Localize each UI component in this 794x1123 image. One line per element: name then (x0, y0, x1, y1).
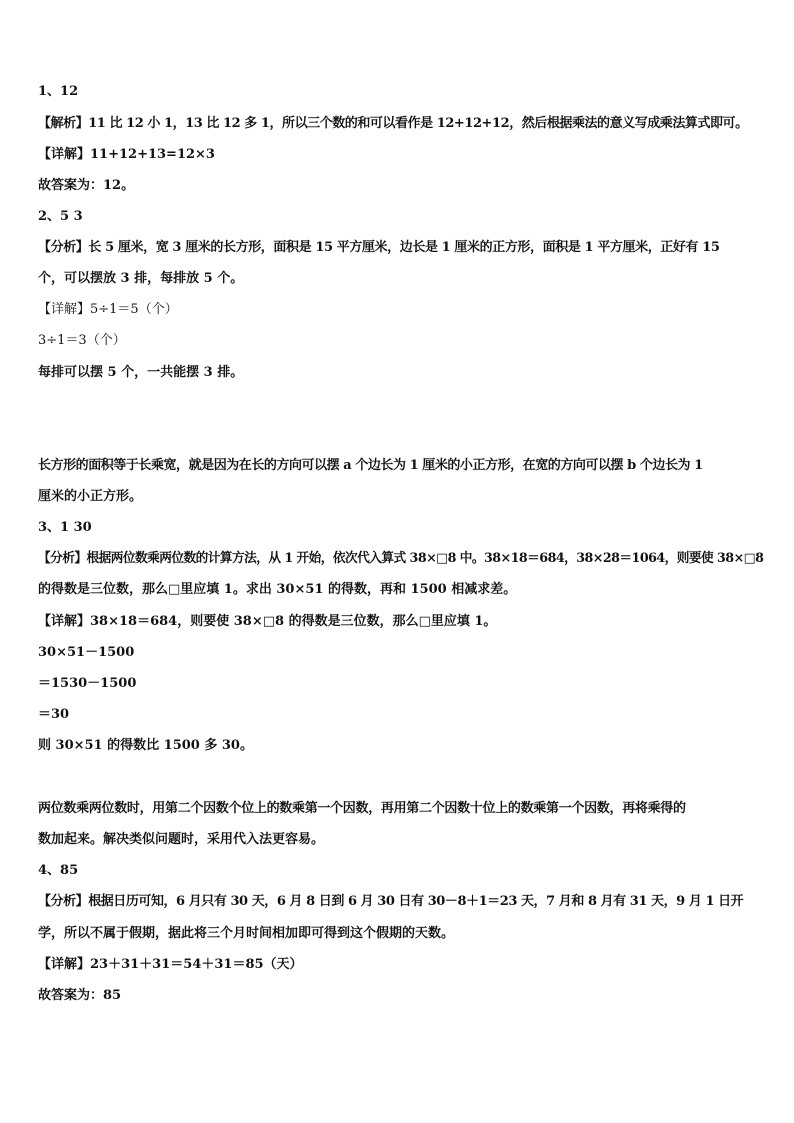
answer-2-detail-line2: 3÷1＝3（个） (38, 333, 126, 348)
answer-3-analysis-line2: 的得数是三位数，那么□里应填 1。求出 30×51 的得数，再和 1500 相减求差。 (38, 582, 517, 597)
answer-2-note-line1: 长方形的面积等于长乘宽，就是因为在长的方向可以摆 a 个边长为 1 厘米的小正方形，在宽的方向可以摆 b 个边长为 1 (38, 458, 703, 473)
answer-3-detail-line2: 30×51－1500 (38, 645, 135, 660)
answer-2-detail-line1: 【详解】5÷1＝5（个） (38, 302, 178, 317)
answer-3-note-line2: 数加起来。解决类似问题时，采用代入法更容易。 (38, 832, 325, 847)
answer-3-analysis-line1: 【分析】根据两位数乘两位数的计算方法，从 1 开始，依次代入算式 38×□8 中。38×18＝684，38×28＝1064，则要使 38×□8 (38, 551, 764, 566)
answer-3-detail-line3: ＝1530－1500 (38, 676, 137, 691)
answer-4-heading: 4、85 (38, 863, 79, 878)
answer-1-detail: 【详解】11+12+13=12×3 (38, 147, 215, 162)
answer-1-analysis: 【解析】11 比 12 小 1，13 比 12 多 1，所以三个数的和可以看作是 12+12+12，然后根据乘法的意义写成乘法算式即可。 (38, 116, 748, 131)
answer-2-heading: 2、5 3 (38, 209, 83, 224)
answer-2-conclusion: 每排可以摆 5 个，一共能摆 3 排。 (38, 365, 244, 380)
answer-3-detail-line1: 【详解】38×18＝684，则要使 38×□8 的得数是三位数，那么□里应填 1。 (38, 614, 497, 629)
answer-2-note-line2: 厘米的小正方形。 (38, 489, 143, 504)
answer-4-detail: 【详解】23＋31＋31＝54＋31＝85（天） (38, 957, 303, 972)
answer-4-analysis-line2: 学，所以不属于假期，据此将三个月时间相加即可得到这个假期的天数。 (38, 926, 455, 941)
answer-1-heading: 1、12 (38, 84, 79, 99)
answer-1-conclusion: 故答案为：12。 (38, 178, 135, 193)
answer-3-detail-line4: ＝30 (38, 707, 70, 722)
answer-3-heading: 3、1 30 (38, 520, 92, 535)
answer-2-analysis-line2: 个，可以摆放 3 排，每排放 5 个。 (38, 271, 244, 286)
answer-2-analysis-line1: 【分析】长 5 厘米，宽 3 厘米的长方形，面积是 15 平方厘米，边长是 1 厘米的正方形，面积是 1 平方厘米，正好有 15 (38, 240, 720, 255)
answer-3-note-line1: 两位数乘两位数时，用第二个因数个位上的数乘第一个因数，再用第二个因数十位上的数乘第一个因数，再将乘得的 (38, 801, 686, 816)
answer-4-conclusion: 故答案为：85 (38, 988, 122, 1003)
answer-4-analysis-line1: 【分析】根据日历可知，6 月只有 30 天，6 月 8 日到 6 月 30 日有 30－8＋1＝23 天，7 月和 8 月有 31 天，9 月 1 日开 (38, 894, 744, 909)
answer-3-conclusion: 则 30×51 的得数比 1500 多 30。 (38, 738, 253, 753)
